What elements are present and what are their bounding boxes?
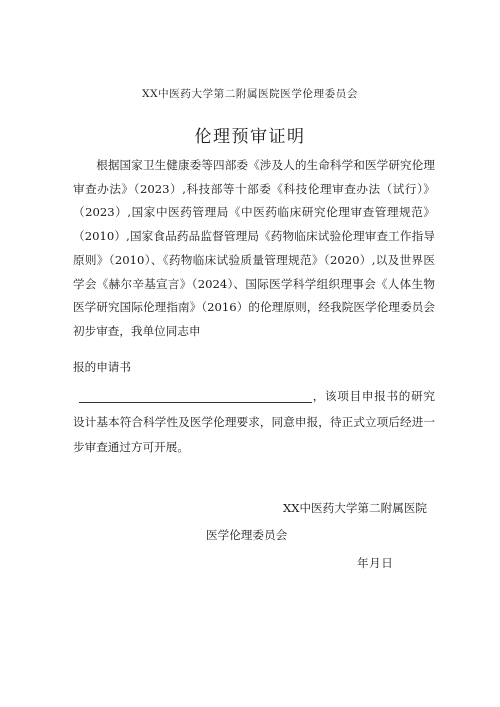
document-header: XX中医药大学第二附属医院医学伦理委员会 <box>142 88 358 100</box>
project-name-blank[interactable] <box>79 388 312 403</box>
body-paragraph <box>73 154 435 344</box>
apply-line: 报的申请书 <box>73 360 131 374</box>
signature-committee: 医学伦理委员会 <box>206 528 288 542</box>
document-title: 伦理预审证明 <box>194 127 306 147</box>
continuation-text: ，该项目申报书的研究设计基本符合科学性及医学伦理要求，同意申报，待正式立项后经进一步审查通过方可开展。 <box>73 389 435 454</box>
signature-hospital: XX中医药大学第二附属医院 <box>282 501 427 515</box>
body-text: 根据国家卫生健康委等四部委《涉及人的生命科学和医学研究伦理审查办法》（2023）,科技部等十部委《科技伦理审查办法（试行）》（2023）,国家中医药管理局《中医药临床研究伦理审查管理规范》（2010）,国家食品药品监督管理局《药物临床试验伦理审查工作指导原则》（2010）、《药物临床试验质量管理规范》（2020）,以及世界医学会《赫尔辛基宣言》（2024）、国际医学科学组织理事会《人体生物医学研究国际伦理指南》（2016）的伦理原则，经我院医学伦理委员会初步审查，我单位同志申 <box>73 158 435 338</box>
continuation-paragraph <box>73 384 435 461</box>
signature-date: 年月日 <box>357 556 394 570</box>
